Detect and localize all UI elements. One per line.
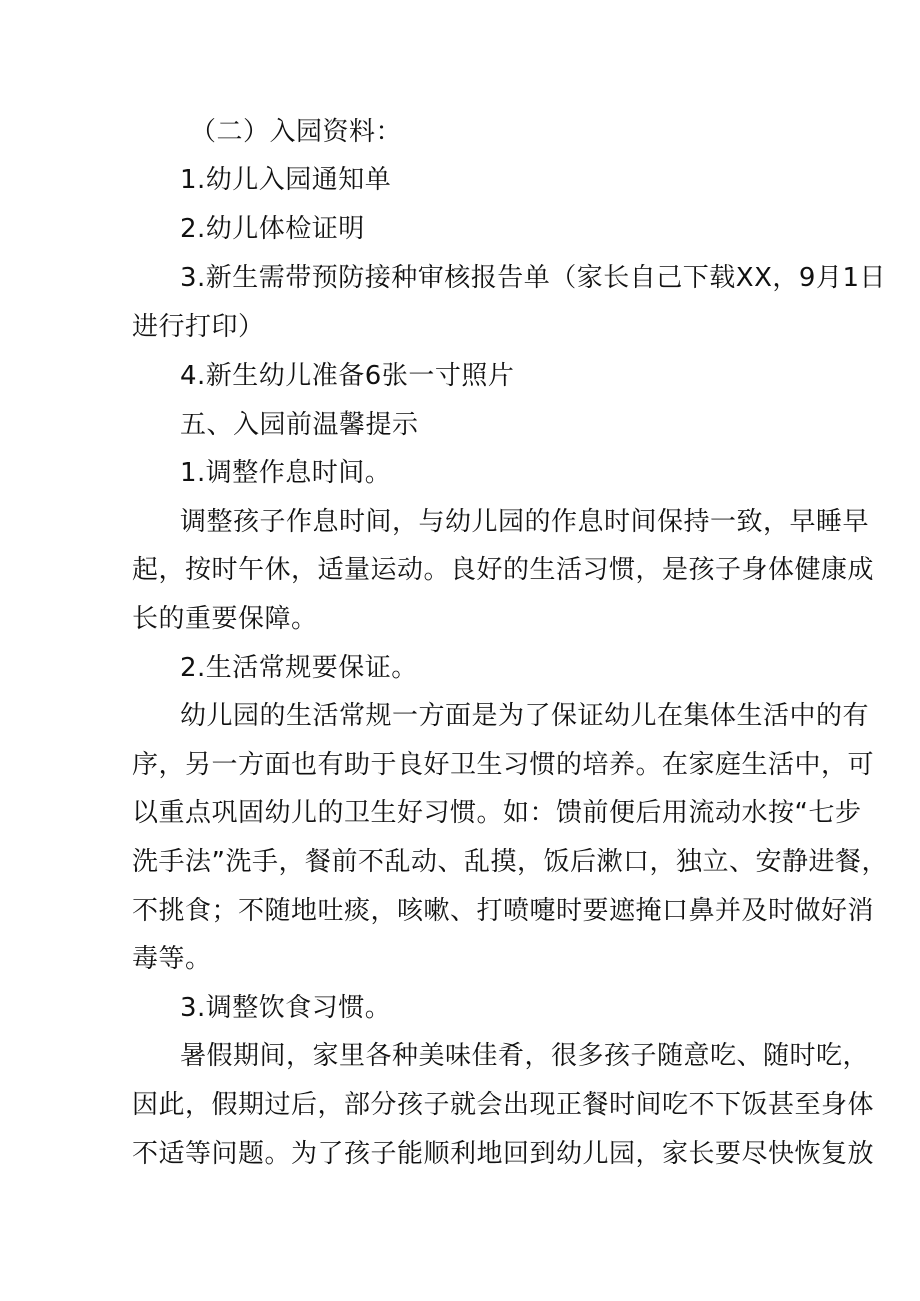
paragraph-line: 洗手法”洗手，餐前不乱动、乱摸，饭后漱口，独立、安静进餐， (132, 847, 888, 877)
paragraph-line: 起，按时午休，适量运动。良好的生活习惯，是孩子身体健康成 (132, 555, 875, 585)
paragraph-line: 不适等问题。为了孩子能顺利地回到幼儿园，家长要尽快恢复放 (132, 1139, 875, 1169)
list-item-continuation: 进行打印） (132, 312, 265, 342)
list-item: 2.幼儿体检证明 (180, 214, 365, 244)
item-heading: 3.调整饮食习惯。 (180, 993, 392, 1023)
paragraph-line: 毒等。 (132, 944, 212, 974)
paragraph-line: 序，另一方面也有助于良好卫生习惯的培养。在家庭生活中，可 (132, 750, 875, 780)
item-heading: 2.生活常规要保证。 (180, 653, 418, 683)
list-item: 1.幼儿入园通知单 (180, 165, 392, 195)
paragraph-line: 幼儿园的生活常规一方面是为了保证幼儿在集体生活中的有 (180, 701, 870, 731)
paragraph-line: 长的重要保障。 (132, 604, 318, 634)
item-heading: 1.调整作息时间。 (180, 458, 392, 488)
paragraph-line: 暑假期间，家里各种美味佳肴，很多孩子随意吃、随时吃， (180, 1041, 870, 1071)
paragraph-line: 调整孩子作息时间，与幼儿园的作息时间保持一致，早睡早 (180, 507, 870, 537)
section-heading: 五、入园前温馨提示 (180, 410, 419, 440)
paragraph-line: 不挑食；不随地吐痰，咳嗽、打喷嚏时要遮掩口鼻并及时做好消 (132, 896, 875, 926)
list-item: 3.新生需带预防接种审核报告单（家长自己下载XX，9月1日 (180, 263, 887, 293)
list-item: 4.新生幼儿准备6张一寸照片 (180, 361, 515, 391)
paragraph-line: 因此，假期过后，部分孩子就会出现正餐时间吃不下饭甚至身体 (132, 1090, 875, 1120)
paragraph-line: 以重点巩固幼儿的卫生好习惯。如：馈前便后用流动水按“七步 (132, 798, 862, 828)
subsection-heading: （二）入园资料： (190, 117, 403, 147)
